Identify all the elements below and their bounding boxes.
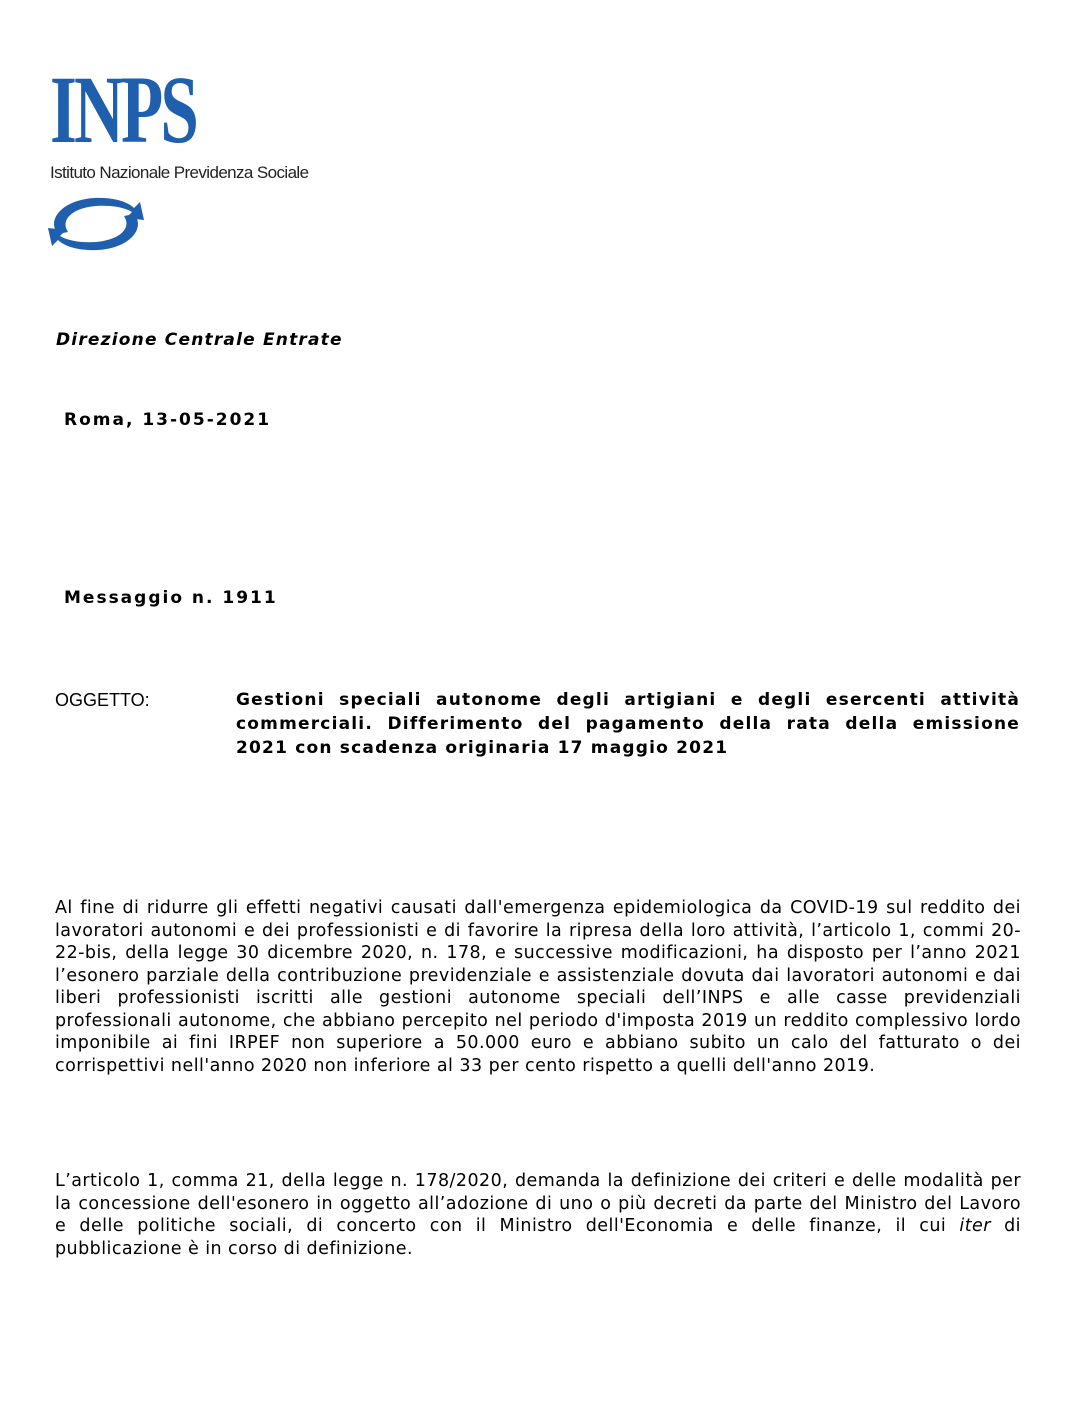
message-number: Messaggio n. 1911 bbox=[64, 588, 278, 608]
date-line: Roma, 13-05-2021 bbox=[64, 410, 272, 430]
body-paragraph-1: Al fine di ridurre gli effetti negativi causati dall'emergenza epidemiologica da COVID-19 sul reddito dei lavoratori autonomi e dei professionisti e di favorire la ripresa della loro attività, l’articolo 1, commi 20-22-bis, della legge 30 dicembre 2020, n. 178, e successive modificazioni, ha disposto per l’anno 2021 l’esonero parziale della contribuzione previdenziale e assistenziale dovuta dai lavoratori autonomi e dai liberi professionisti iscritti alle gestioni autonome speciali dell’INPS e alle casse previdenziali professionali autonome, che abbiano percepito nel periodo d'imposta 2019 un reddito complessivo lordo imponibile ai fini IRPEF non superiore a 50.000 euro e abbiano subito un calo del fatturato o dei corrispettivi nell'anno 2020 non inferiore al 33 per cento rispetto a quelli dell'anno 2019. bbox=[55, 898, 1021, 1076]
circular-arrows-icon bbox=[40, 190, 152, 258]
subject-text: Gestioni speciali autonome degli artigiani e degli esercenti attività commerciali. Differimento del pagamento della rata della emissione 2021 con scadenza originaria 17 maggio 2021 bbox=[236, 690, 1020, 758]
directorate-heading: Direzione Centrale Entrate bbox=[56, 330, 343, 350]
body-paragraph-2 bbox=[55, 1170, 1021, 1260]
logo-subtitle: Istituto Nazionale Previdenza Sociale bbox=[50, 163, 309, 182]
paragraph-2-text-end: di pubblicazione è in corso di definizione. bbox=[55, 1216, 1021, 1259]
paragraph-2-italic-term: iter bbox=[959, 1216, 991, 1236]
inps-logo bbox=[40, 56, 340, 262]
subject-label: OGGETTO: bbox=[55, 690, 150, 710]
logo-wordmark: INPS bbox=[50, 56, 196, 163]
paragraph-2-text-start: L’articolo 1, comma 21, della legge n. 178/2020, demanda la definizione dei criteri e delle modalità per la concessione dell'esonero in oggetto all’adozione di uno o più decreti da parte del Ministro del Lavoro e delle politiche sociali, di concerto con il Ministro dell'Economia e delle finanze, il cui bbox=[55, 1171, 1021, 1236]
